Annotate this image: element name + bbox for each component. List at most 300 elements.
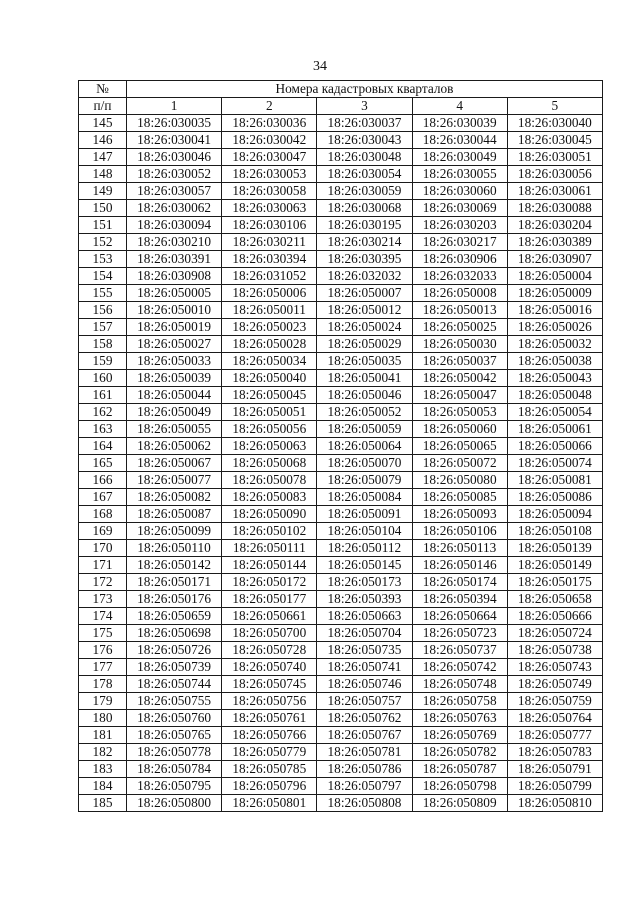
- cadastral-quarter-cell: 18:26:030060: [412, 183, 507, 200]
- header-row-columns: [79, 98, 603, 115]
- cadastral-quarter-cell: 18:26:050084: [317, 489, 412, 506]
- cadastral-quarter-cell: 18:26:050093: [412, 506, 507, 523]
- row-number: 171: [79, 557, 127, 574]
- table-row: [79, 200, 603, 217]
- row-number: 159: [79, 353, 127, 370]
- table-row: [79, 625, 603, 642]
- header-column-5: 5: [507, 98, 602, 115]
- table-row: [79, 455, 603, 472]
- cadastral-quarter-cell: 18:26:050043: [507, 370, 602, 387]
- cadastral-quarter-cell: 18:26:050027: [127, 336, 222, 353]
- cadastral-quarter-cell: 18:26:032033: [412, 268, 507, 285]
- cadastral-quarter-cell: 18:26:030088: [507, 200, 602, 217]
- cadastral-quarter-cell: 18:26:050762: [317, 710, 412, 727]
- cadastral-quarter-cell: 18:26:050778: [127, 744, 222, 761]
- cadastral-quarter-cell: 18:26:030906: [412, 251, 507, 268]
- cadastral-quarter-cell: 18:26:050081: [507, 472, 602, 489]
- table-row: [79, 591, 603, 608]
- cadastral-quarter-cell: 18:26:030046: [127, 149, 222, 166]
- row-number: 176: [79, 642, 127, 659]
- cadastral-quarter-cell: 18:26:050146: [412, 557, 507, 574]
- cadastral-quarter-cell: 18:26:050094: [507, 506, 602, 523]
- cadastral-quarter-cell: 18:26:030061: [507, 183, 602, 200]
- cadastral-quarter-cell: 18:26:050067: [127, 455, 222, 472]
- cadastral-quarter-cell: 18:26:050037: [412, 353, 507, 370]
- cadastral-quarter-cell: 18:26:050052: [317, 404, 412, 421]
- cadastral-quarter-cell: 18:26:030047: [222, 149, 317, 166]
- cadastral-quarter-cell: 18:26:050063: [222, 438, 317, 455]
- cadastral-quarter-cell: 18:26:050738: [507, 642, 602, 659]
- table-row: [79, 285, 603, 302]
- cadastral-quarter-cell: 18:26:050006: [222, 285, 317, 302]
- cadastral-quarter-cell: 18:26:050087: [127, 506, 222, 523]
- cadastral-quarter-cell: 18:26:050111: [222, 540, 317, 557]
- cadastral-quarter-cell: 18:26:050055: [127, 421, 222, 438]
- cadastral-quarter-cell: 18:26:030055: [412, 166, 507, 183]
- cadastral-quarter-cell: 18:26:050054: [507, 404, 602, 421]
- cadastral-quarter-cell: 18:26:050056: [222, 421, 317, 438]
- cadastral-quarter-cell: 18:26:030068: [317, 200, 412, 217]
- row-number: 150: [79, 200, 127, 217]
- row-number: 179: [79, 693, 127, 710]
- cadastral-quarter-cell: 18:26:050144: [222, 557, 317, 574]
- row-number: 183: [79, 761, 127, 778]
- table-row: [79, 166, 603, 183]
- cadastral-quarter-cell: 18:26:050661: [222, 608, 317, 625]
- cadastral-quarter-cell: 18:26:050049: [127, 404, 222, 421]
- cadastral-quarter-cell: 18:26:050038: [507, 353, 602, 370]
- cadastral-quarter-cell: 18:26:050032: [507, 336, 602, 353]
- table-row: [79, 217, 603, 234]
- row-number: 146: [79, 132, 127, 149]
- cadastral-quarter-cell: 18:26:050787: [412, 761, 507, 778]
- cadastral-quarter-cell: 18:26:050172: [222, 574, 317, 591]
- cadastral-quarter-cell: 18:26:050740: [222, 659, 317, 676]
- row-number: 165: [79, 455, 127, 472]
- cadastral-quarter-cell: 18:26:050039: [127, 370, 222, 387]
- table-row: [79, 268, 603, 285]
- cadastral-quarter-cell: 18:26:030395: [317, 251, 412, 268]
- row-number: 170: [79, 540, 127, 557]
- cadastral-quarter-cell: 18:26:030058: [222, 183, 317, 200]
- row-number: 154: [79, 268, 127, 285]
- cadastral-quarter-cell: 18:26:050393: [317, 591, 412, 608]
- cadastral-quarter-cell: 18:26:030039: [412, 115, 507, 132]
- row-number: 181: [79, 727, 127, 744]
- cadastral-quarter-cell: 18:26:030203: [412, 217, 507, 234]
- cadastral-quarter-cell: 18:26:050809: [412, 795, 507, 812]
- row-number: 182: [79, 744, 127, 761]
- table-row: [79, 557, 603, 574]
- cadastral-quarter-cell: 18:26:050744: [127, 676, 222, 693]
- cadastral-quarter-cell: 18:26:050008: [412, 285, 507, 302]
- cadastral-quarter-cell: 18:26:050077: [127, 472, 222, 489]
- table-row: [79, 795, 603, 812]
- cadastral-quarter-cell: 18:26:050040: [222, 370, 317, 387]
- cadastral-quarter-cell: 18:26:030042: [222, 132, 317, 149]
- cadastral-quarter-cell: 18:26:050659: [127, 608, 222, 625]
- cadastral-quarter-cell: 18:26:030049: [412, 149, 507, 166]
- row-number: 177: [79, 659, 127, 676]
- row-number: 168: [79, 506, 127, 523]
- cadastral-quarter-cell: 18:26:031052: [222, 268, 317, 285]
- cadastral-quarter-cell: 18:26:050666: [507, 608, 602, 625]
- cadastral-quarter-cell: 18:26:030035: [127, 115, 222, 132]
- cadastral-quarter-cell: 18:26:030204: [507, 217, 602, 234]
- cadastral-quarter-cell: 18:26:050739: [127, 659, 222, 676]
- row-number: 157: [79, 319, 127, 336]
- cadastral-quarter-cell: 18:26:050782: [412, 744, 507, 761]
- cadastral-quarter-cell: 18:26:050086: [507, 489, 602, 506]
- cadastral-quarter-cell: 18:26:032032: [317, 268, 412, 285]
- cadastral-quarter-cell: 18:26:050764: [507, 710, 602, 727]
- cadastral-quarter-cell: 18:26:050042: [412, 370, 507, 387]
- cadastral-quarter-cell: 18:26:050757: [317, 693, 412, 710]
- cadastral-quarter-cell: 18:26:050800: [127, 795, 222, 812]
- cadastral-quarter-cell: 18:26:050044: [127, 387, 222, 404]
- row-number: 149: [79, 183, 127, 200]
- cadastral-quarter-cell: 18:26:050724: [507, 625, 602, 642]
- cadastral-quarter-cell: 18:26:050173: [317, 574, 412, 591]
- cadastral-quarter-cell: 18:26:030394: [222, 251, 317, 268]
- cadastral-quarter-cell: 18:26:050767: [317, 727, 412, 744]
- cadastral-quarter-cell: 18:26:050175: [507, 574, 602, 591]
- cadastral-quarter-cell: 18:26:050012: [317, 302, 412, 319]
- table-row: [79, 540, 603, 557]
- table-row: [79, 319, 603, 336]
- cadastral-quarter-cell: 18:26:050078: [222, 472, 317, 489]
- cadastral-quarter-cell: 18:26:050785: [222, 761, 317, 778]
- cadastral-quarter-cell: 18:26:030094: [127, 217, 222, 234]
- row-number: 163: [79, 421, 127, 438]
- cadastral-quarter-cell: 18:26:050394: [412, 591, 507, 608]
- header-group-label: Номера кадастровых кварталов: [127, 81, 603, 98]
- row-number: 173: [79, 591, 127, 608]
- cadastral-quarter-cell: 18:26:050066: [507, 438, 602, 455]
- cadastral-quarter-cell: 18:26:050046: [317, 387, 412, 404]
- row-number: 162: [79, 404, 127, 421]
- table-row: [79, 506, 603, 523]
- cadastral-quarter-cell: 18:26:050108: [507, 523, 602, 540]
- cadastral-quarter-cell: 18:26:030052: [127, 166, 222, 183]
- cadastral-quarter-cell: 18:26:030214: [317, 234, 412, 251]
- row-number: 175: [79, 625, 127, 642]
- cadastral-quarter-cell: 18:26:050808: [317, 795, 412, 812]
- table-body: [79, 115, 603, 812]
- cadastral-quarter-cell: 18:26:050743: [507, 659, 602, 676]
- cadastral-quarter-cell: 18:26:050112: [317, 540, 412, 557]
- cadastral-quarter-cell: 18:26:050799: [507, 778, 602, 795]
- cadastral-quarter-cell: 18:26:050177: [222, 591, 317, 608]
- cadastral-quarter-cell: 18:26:050010: [127, 302, 222, 319]
- cadastral-quarter-cell: 18:26:050090: [222, 506, 317, 523]
- cadastral-quarter-cell: 18:26:050784: [127, 761, 222, 778]
- header-row-group: [79, 81, 603, 98]
- cadastral-quarter-cell: 18:26:030041: [127, 132, 222, 149]
- cadastral-quarter-cell: 18:26:050145: [317, 557, 412, 574]
- cadastral-quarter-cell: 18:26:050051: [222, 404, 317, 421]
- cadastral-quarter-cell: 18:26:050080: [412, 472, 507, 489]
- table-row: [79, 404, 603, 421]
- cadastral-quarter-cell: 18:26:050082: [127, 489, 222, 506]
- cadastral-quarter-cell: 18:26:050142: [127, 557, 222, 574]
- row-number: 185: [79, 795, 127, 812]
- cadastral-quarter-cell: 18:26:030106: [222, 217, 317, 234]
- cadastral-quarter-cell: 18:26:030210: [127, 234, 222, 251]
- row-number: 160: [79, 370, 127, 387]
- cadastral-quarter-cell: 18:26:030059: [317, 183, 412, 200]
- cadastral-quarter-cell: 18:26:030037: [317, 115, 412, 132]
- cadastral-quarter-cell: 18:26:030391: [127, 251, 222, 268]
- table-row: [79, 387, 603, 404]
- row-number: 151: [79, 217, 127, 234]
- table-row: [79, 234, 603, 251]
- cadastral-quarter-cell: 18:26:050783: [507, 744, 602, 761]
- cadastral-quarter-cell: 18:26:050174: [412, 574, 507, 591]
- cadastral-quarter-cell: 18:26:050019: [127, 319, 222, 336]
- cadastral-quarter-cell: 18:26:050106: [412, 523, 507, 540]
- cadastral-quarter-cell: 18:26:050004: [507, 268, 602, 285]
- table-row: [79, 778, 603, 795]
- cadastral-quarter-cell: 18:26:050766: [222, 727, 317, 744]
- table-row: [79, 438, 603, 455]
- row-number: 158: [79, 336, 127, 353]
- cadastral-quarter-cell: 18:26:050761: [222, 710, 317, 727]
- cadastral-quarter-cell: 18:26:030211: [222, 234, 317, 251]
- cadastral-quarter-cell: 18:26:050704: [317, 625, 412, 642]
- table-row: [79, 727, 603, 744]
- row-number: 167: [79, 489, 127, 506]
- cadastral-quarter-cell: 18:26:050035: [317, 353, 412, 370]
- cadastral-quarter-cell: 18:26:050079: [317, 472, 412, 489]
- row-number: 164: [79, 438, 127, 455]
- cadastral-quarter-cell: 18:26:050742: [412, 659, 507, 676]
- cadastral-quarter-cell: 18:26:030056: [507, 166, 602, 183]
- row-number: 174: [79, 608, 127, 625]
- cadastral-quarter-cell: 18:26:050059: [317, 421, 412, 438]
- cadastral-quarter-cell: 18:26:050060: [412, 421, 507, 438]
- cadastral-quarter-cell: 18:26:030195: [317, 217, 412, 234]
- cadastral-quarter-cell: 18:26:050149: [507, 557, 602, 574]
- header-num-sublabel: п/п: [79, 98, 127, 115]
- table-row: [79, 353, 603, 370]
- cadastral-quarter-cell: 18:26:050041: [317, 370, 412, 387]
- table-row: [79, 523, 603, 540]
- cadastral-quarter-cell: 18:26:050074: [507, 455, 602, 472]
- cadastral-quarter-cell: 18:26:030053: [222, 166, 317, 183]
- cadastral-quarter-cell: 18:26:050102: [222, 523, 317, 540]
- cadastral-quarter-cell: 18:26:050748: [412, 676, 507, 693]
- cadastral-quarter-cell: 18:26:050756: [222, 693, 317, 710]
- cadastral-quarter-cell: 18:26:050099: [127, 523, 222, 540]
- cadastral-quarter-cell: 18:26:030036: [222, 115, 317, 132]
- row-number: 152: [79, 234, 127, 251]
- cadastral-quarter-cell: 18:26:050065: [412, 438, 507, 455]
- cadastral-quarter-cell: 18:26:030054: [317, 166, 412, 183]
- table-row: [79, 421, 603, 438]
- cadastral-quarter-cell: 18:26:050723: [412, 625, 507, 642]
- cadastral-quarter-cell: 18:26:050769: [412, 727, 507, 744]
- cadastral-quarter-cell: 18:26:050728: [222, 642, 317, 659]
- row-number: 161: [79, 387, 127, 404]
- cadastral-quarter-cell: 18:26:050007: [317, 285, 412, 302]
- table-row: [79, 183, 603, 200]
- cadastral-quarter-cell: 18:26:050033: [127, 353, 222, 370]
- table-row: [79, 302, 603, 319]
- cadastral-quarter-cell: 18:26:050113: [412, 540, 507, 557]
- cadastral-quarter-cell: 18:26:050763: [412, 710, 507, 727]
- header-column-2: 2: [222, 98, 317, 115]
- cadastral-quarter-cell: 18:26:050047: [412, 387, 507, 404]
- cadastral-quarter-cell: 18:26:050083: [222, 489, 317, 506]
- cadastral-quarter-cell: 18:26:050801: [222, 795, 317, 812]
- cadastral-quarters-table: [78, 80, 603, 812]
- cadastral-quarter-cell: 18:26:050048: [507, 387, 602, 404]
- cadastral-quarter-cell: 18:26:050026: [507, 319, 602, 336]
- table-row: [79, 336, 603, 353]
- cadastral-quarter-cell: 18:26:050698: [127, 625, 222, 642]
- row-number: 156: [79, 302, 127, 319]
- cadastral-quarter-cell: 18:26:050726: [127, 642, 222, 659]
- table-row: [79, 251, 603, 268]
- cadastral-quarter-cell: 18:26:050741: [317, 659, 412, 676]
- row-number: 153: [79, 251, 127, 268]
- table-row: [79, 132, 603, 149]
- cadastral-quarter-cell: 18:26:050085: [412, 489, 507, 506]
- cadastral-quarter-cell: 18:26:050045: [222, 387, 317, 404]
- header-num-label: №: [79, 81, 127, 98]
- cadastral-quarter-cell: 18:26:050029: [317, 336, 412, 353]
- row-number: 148: [79, 166, 127, 183]
- cadastral-quarter-cell: 18:26:030043: [317, 132, 412, 149]
- cadastral-quarter-cell: 18:26:050030: [412, 336, 507, 353]
- row-number: 166: [79, 472, 127, 489]
- cadastral-quarter-cell: 18:26:050777: [507, 727, 602, 744]
- cadastral-quarter-cell: 18:26:050139: [507, 540, 602, 557]
- table-row: [79, 370, 603, 387]
- cadastral-quarter-cell: 18:26:050796: [222, 778, 317, 795]
- header-column-4: 4: [412, 98, 507, 115]
- cadastral-quarter-cell: 18:26:030217: [412, 234, 507, 251]
- table-row: [79, 659, 603, 676]
- cadastral-quarter-cell: 18:26:050028: [222, 336, 317, 353]
- cadastral-quarter-cell: 18:26:050072: [412, 455, 507, 472]
- cadastral-quarter-cell: 18:26:050053: [412, 404, 507, 421]
- cadastral-quarter-cell: 18:26:050786: [317, 761, 412, 778]
- cadastral-quarter-cell: 18:26:030063: [222, 200, 317, 217]
- table-row: [79, 761, 603, 778]
- cadastral-quarter-cell: 18:26:050110: [127, 540, 222, 557]
- header-column-3: 3: [317, 98, 412, 115]
- cadastral-quarter-cell: 18:26:050746: [317, 676, 412, 693]
- row-number: 145: [79, 115, 127, 132]
- cadastral-quarter-cell: 18:26:050091: [317, 506, 412, 523]
- cadastral-quarter-cell: 18:26:050745: [222, 676, 317, 693]
- cadastral-quarter-cell: 18:26:050810: [507, 795, 602, 812]
- cadastral-quarter-cell: 18:26:030048: [317, 149, 412, 166]
- cadastral-quarter-cell: 18:26:050791: [507, 761, 602, 778]
- cadastral-quarter-cell: 18:26:050737: [412, 642, 507, 659]
- cadastral-quarter-cell: 18:26:050062: [127, 438, 222, 455]
- cadastral-quarter-cell: 18:26:050171: [127, 574, 222, 591]
- table-row: [79, 149, 603, 166]
- cadastral-quarter-cell: 18:26:030069: [412, 200, 507, 217]
- cadastral-quarter-cell: 18:26:050664: [412, 608, 507, 625]
- cadastral-quarter-cell: 18:26:050663: [317, 608, 412, 625]
- cadastral-quarter-cell: 18:26:030908: [127, 268, 222, 285]
- table-row: [79, 489, 603, 506]
- cadastral-quarter-cell: 18:26:050009: [507, 285, 602, 302]
- cadastral-quarter-cell: 18:26:030389: [507, 234, 602, 251]
- header-column-1: 1: [127, 98, 222, 115]
- cadastral-quarter-cell: 18:26:050034: [222, 353, 317, 370]
- cadastral-quarter-cell: 18:26:050005: [127, 285, 222, 302]
- cadastral-quarter-cell: 18:26:050023: [222, 319, 317, 336]
- cadastral-quarter-cell: 18:26:050798: [412, 778, 507, 795]
- cadastral-quarter-cell: 18:26:050070: [317, 455, 412, 472]
- page-number: 34: [313, 59, 327, 74]
- cadastral-quarter-cell: 18:26:050795: [127, 778, 222, 795]
- row-number: 169: [79, 523, 127, 540]
- row-number: 180: [79, 710, 127, 727]
- cadastral-quarter-cell: 18:26:050765: [127, 727, 222, 744]
- table-row: [79, 642, 603, 659]
- cadastral-quarter-cell: 18:26:050016: [507, 302, 602, 319]
- cadastral-quarter-cell: 18:26:030044: [412, 132, 507, 149]
- table-row: [79, 710, 603, 727]
- table-header: [79, 81, 603, 115]
- cadastral-quarter-cell: 18:26:050068: [222, 455, 317, 472]
- cadastral-quarter-cell: 18:26:050176: [127, 591, 222, 608]
- table-row: [79, 744, 603, 761]
- cadastral-quarter-cell: 18:26:050735: [317, 642, 412, 659]
- row-number: 178: [79, 676, 127, 693]
- cadastral-quarter-cell: 18:26:050013: [412, 302, 507, 319]
- cadastral-quarter-cell: 18:26:050755: [127, 693, 222, 710]
- cadastral-quarter-cell: 18:26:030057: [127, 183, 222, 200]
- cadastral-quarter-cell: 18:26:050658: [507, 591, 602, 608]
- cadastral-quarter-cell: 18:26:050797: [317, 778, 412, 795]
- cadastral-quarter-cell: 18:26:030040: [507, 115, 602, 132]
- table-row: [79, 574, 603, 591]
- cadastral-quarter-cell: 18:26:030062: [127, 200, 222, 217]
- cadastral-quarter-cell: 18:26:050025: [412, 319, 507, 336]
- cadastral-quarter-cell: 18:26:050758: [412, 693, 507, 710]
- table-row: [79, 115, 603, 132]
- cadastral-quarter-cell: 18:26:050011: [222, 302, 317, 319]
- row-number: 172: [79, 574, 127, 591]
- row-number: 155: [79, 285, 127, 302]
- table-row: [79, 472, 603, 489]
- table-row: [79, 608, 603, 625]
- row-number: 184: [79, 778, 127, 795]
- cadastral-quarter-cell: 18:26:050779: [222, 744, 317, 761]
- cadastral-quarter-cell: 18:26:050749: [507, 676, 602, 693]
- cadastral-quarter-cell: 18:26:050759: [507, 693, 602, 710]
- cadastral-quarter-cell: 18:26:050104: [317, 523, 412, 540]
- cadastral-quarter-cell: 18:26:050064: [317, 438, 412, 455]
- cadastral-quarter-cell: 18:26:050700: [222, 625, 317, 642]
- cadastral-quarter-cell: 18:26:030051: [507, 149, 602, 166]
- cadastral-quarter-cell: 18:26:050760: [127, 710, 222, 727]
- cadastral-quarter-cell: 18:26:050024: [317, 319, 412, 336]
- table-row: [79, 693, 603, 710]
- cadastral-quarter-cell: 18:26:030907: [507, 251, 602, 268]
- cadastral-quarter-cell: 18:26:030045: [507, 132, 602, 149]
- cadastral-quarter-cell: 18:26:050061: [507, 421, 602, 438]
- cadastral-quarter-cell: 18:26:050781: [317, 744, 412, 761]
- row-number: 147: [79, 149, 127, 166]
